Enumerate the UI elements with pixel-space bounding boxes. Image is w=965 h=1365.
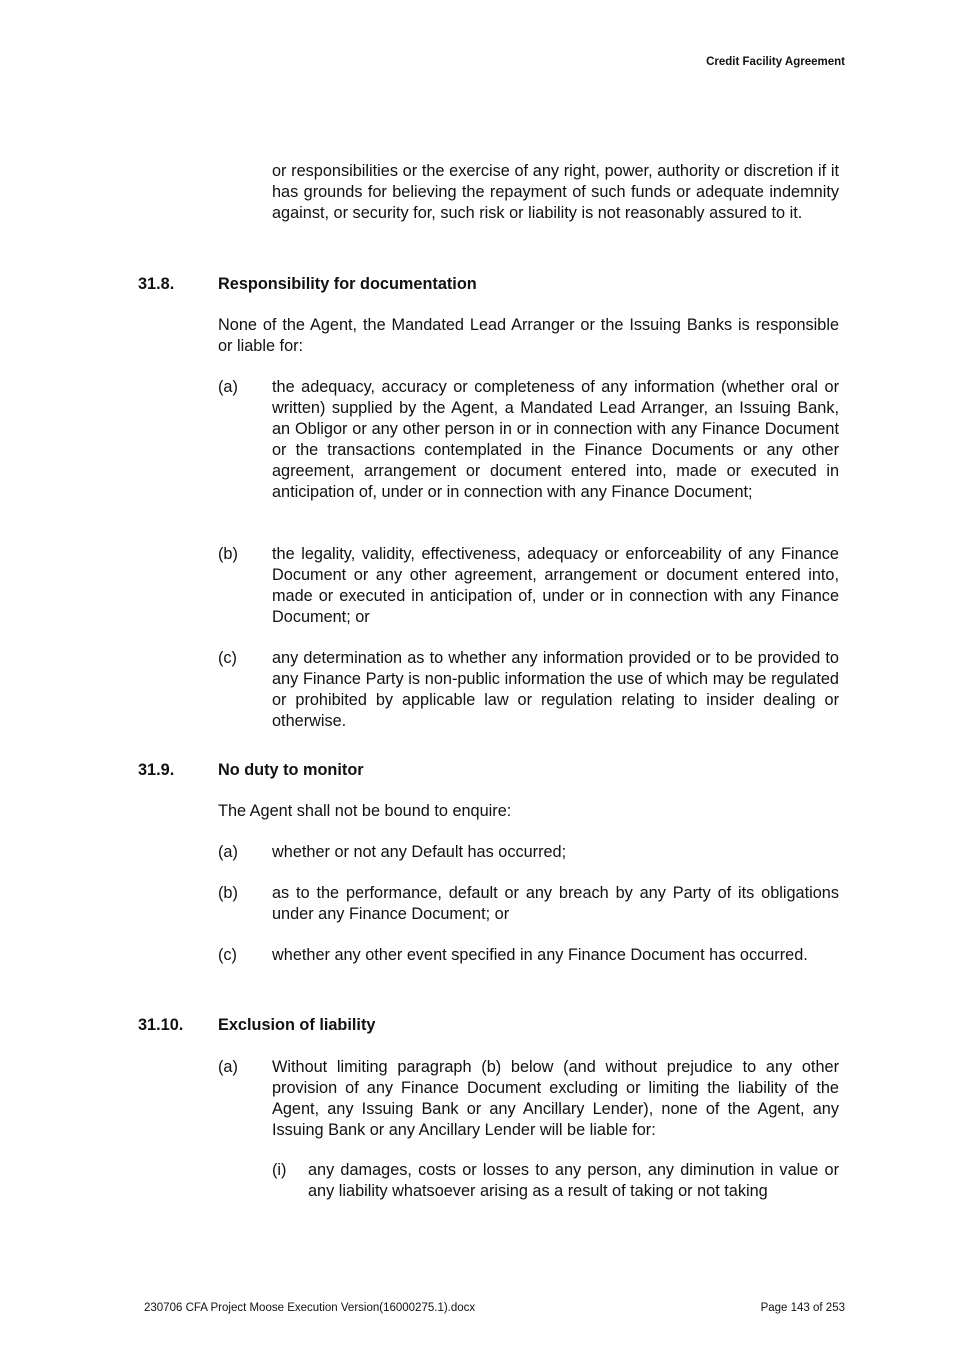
list-item: whether or not any Default has occurred; [272,843,567,861]
list-item: any determination as to whether any information provided or to be provided to any Finance Party is non-public information the use of which may be regulated or prohibited by applicable law or regulation relating to insider dealing or otherwise. [272,649,839,730]
section-31-9-lead: The Agent shall not be bound to enquire: [218,802,512,820]
section-31-8-number: 31.8. [138,275,175,293]
list-item: the legality, validity, effectiveness, adequacy or enforceability of any Finance Document or any other agreement, arrangement or document entered into, made or executed in anticipation of, under or in connection with any Finance Document; or [272,545,839,626]
sub-item-marker: (i) [272,1161,287,1179]
list-item: the adequacy, accuracy or completeness of any information (whether oral or written) supplied by the Agent, a Mandated Lead Arranger, an Issuing Bank, an Obligor or any other person in or in connection with any Finance Document or the transactions contemplated in the Finance Documents or any other agreement, arrangement or document entered into, made or executed in anticipation of, under or in connection with any Finance Document; [272,378,839,501]
list-item-marker: (b) [218,545,238,563]
footer-filename: 230706 CFA Project Moose Execution Version(16000275.1).docx [144,1302,476,1314]
list-item-marker: (b) [218,884,238,902]
page-header-title: Credit Facility Agreement [706,56,845,68]
section-31-9-title: No duty to monitor [218,761,364,779]
footer-page-number: Page 143 of 253 [760,1302,845,1314]
list-item-marker: (c) [218,649,237,667]
list-item-marker: (c) [218,946,237,964]
list-item-marker: (a) [218,378,238,396]
list-item: whether any other event specified in any Finance Document has occurred. [272,946,808,964]
list-item: as to the performance, default or any breach by any Party of its obligations under any Finance Document; or [272,884,839,923]
sub-item: any damages, costs or losses to any person, any diminution in value or any liability whatsoever arising as a result of taking or not taking [308,1161,839,1200]
intro-paragraph: or responsibilities or the exercise of any right, power, authority or discretion if it has grounds for believing the repayment of such funds or adequate indemnity against, or security for, such risk or liability is not reasonably assured to it. [272,162,839,222]
list-item-marker: (a) [218,843,238,861]
section-31-8-lead: None of the Agent, the Mandated Lead Arranger or the Issuing Banks is responsible or liable for: [218,316,839,355]
section-31-8-title: Responsibility for documentation [218,275,477,293]
list-item: Without limiting paragraph (b) below (and without prejudice to any other provision of any Finance Document excluding or limiting the liability of the Agent, any Issuing Bank or any Ancillary Lender), none of the Agent, any Issuing Bank or any Ancillary Lender will be liable for: [272,1058,839,1139]
list-item-marker: (a) [218,1058,238,1076]
section-31-9-number: 31.9. [138,761,175,779]
section-31-10-number: 31.10. [138,1016,184,1034]
section-31-10-title: Exclusion of liability [218,1016,376,1034]
